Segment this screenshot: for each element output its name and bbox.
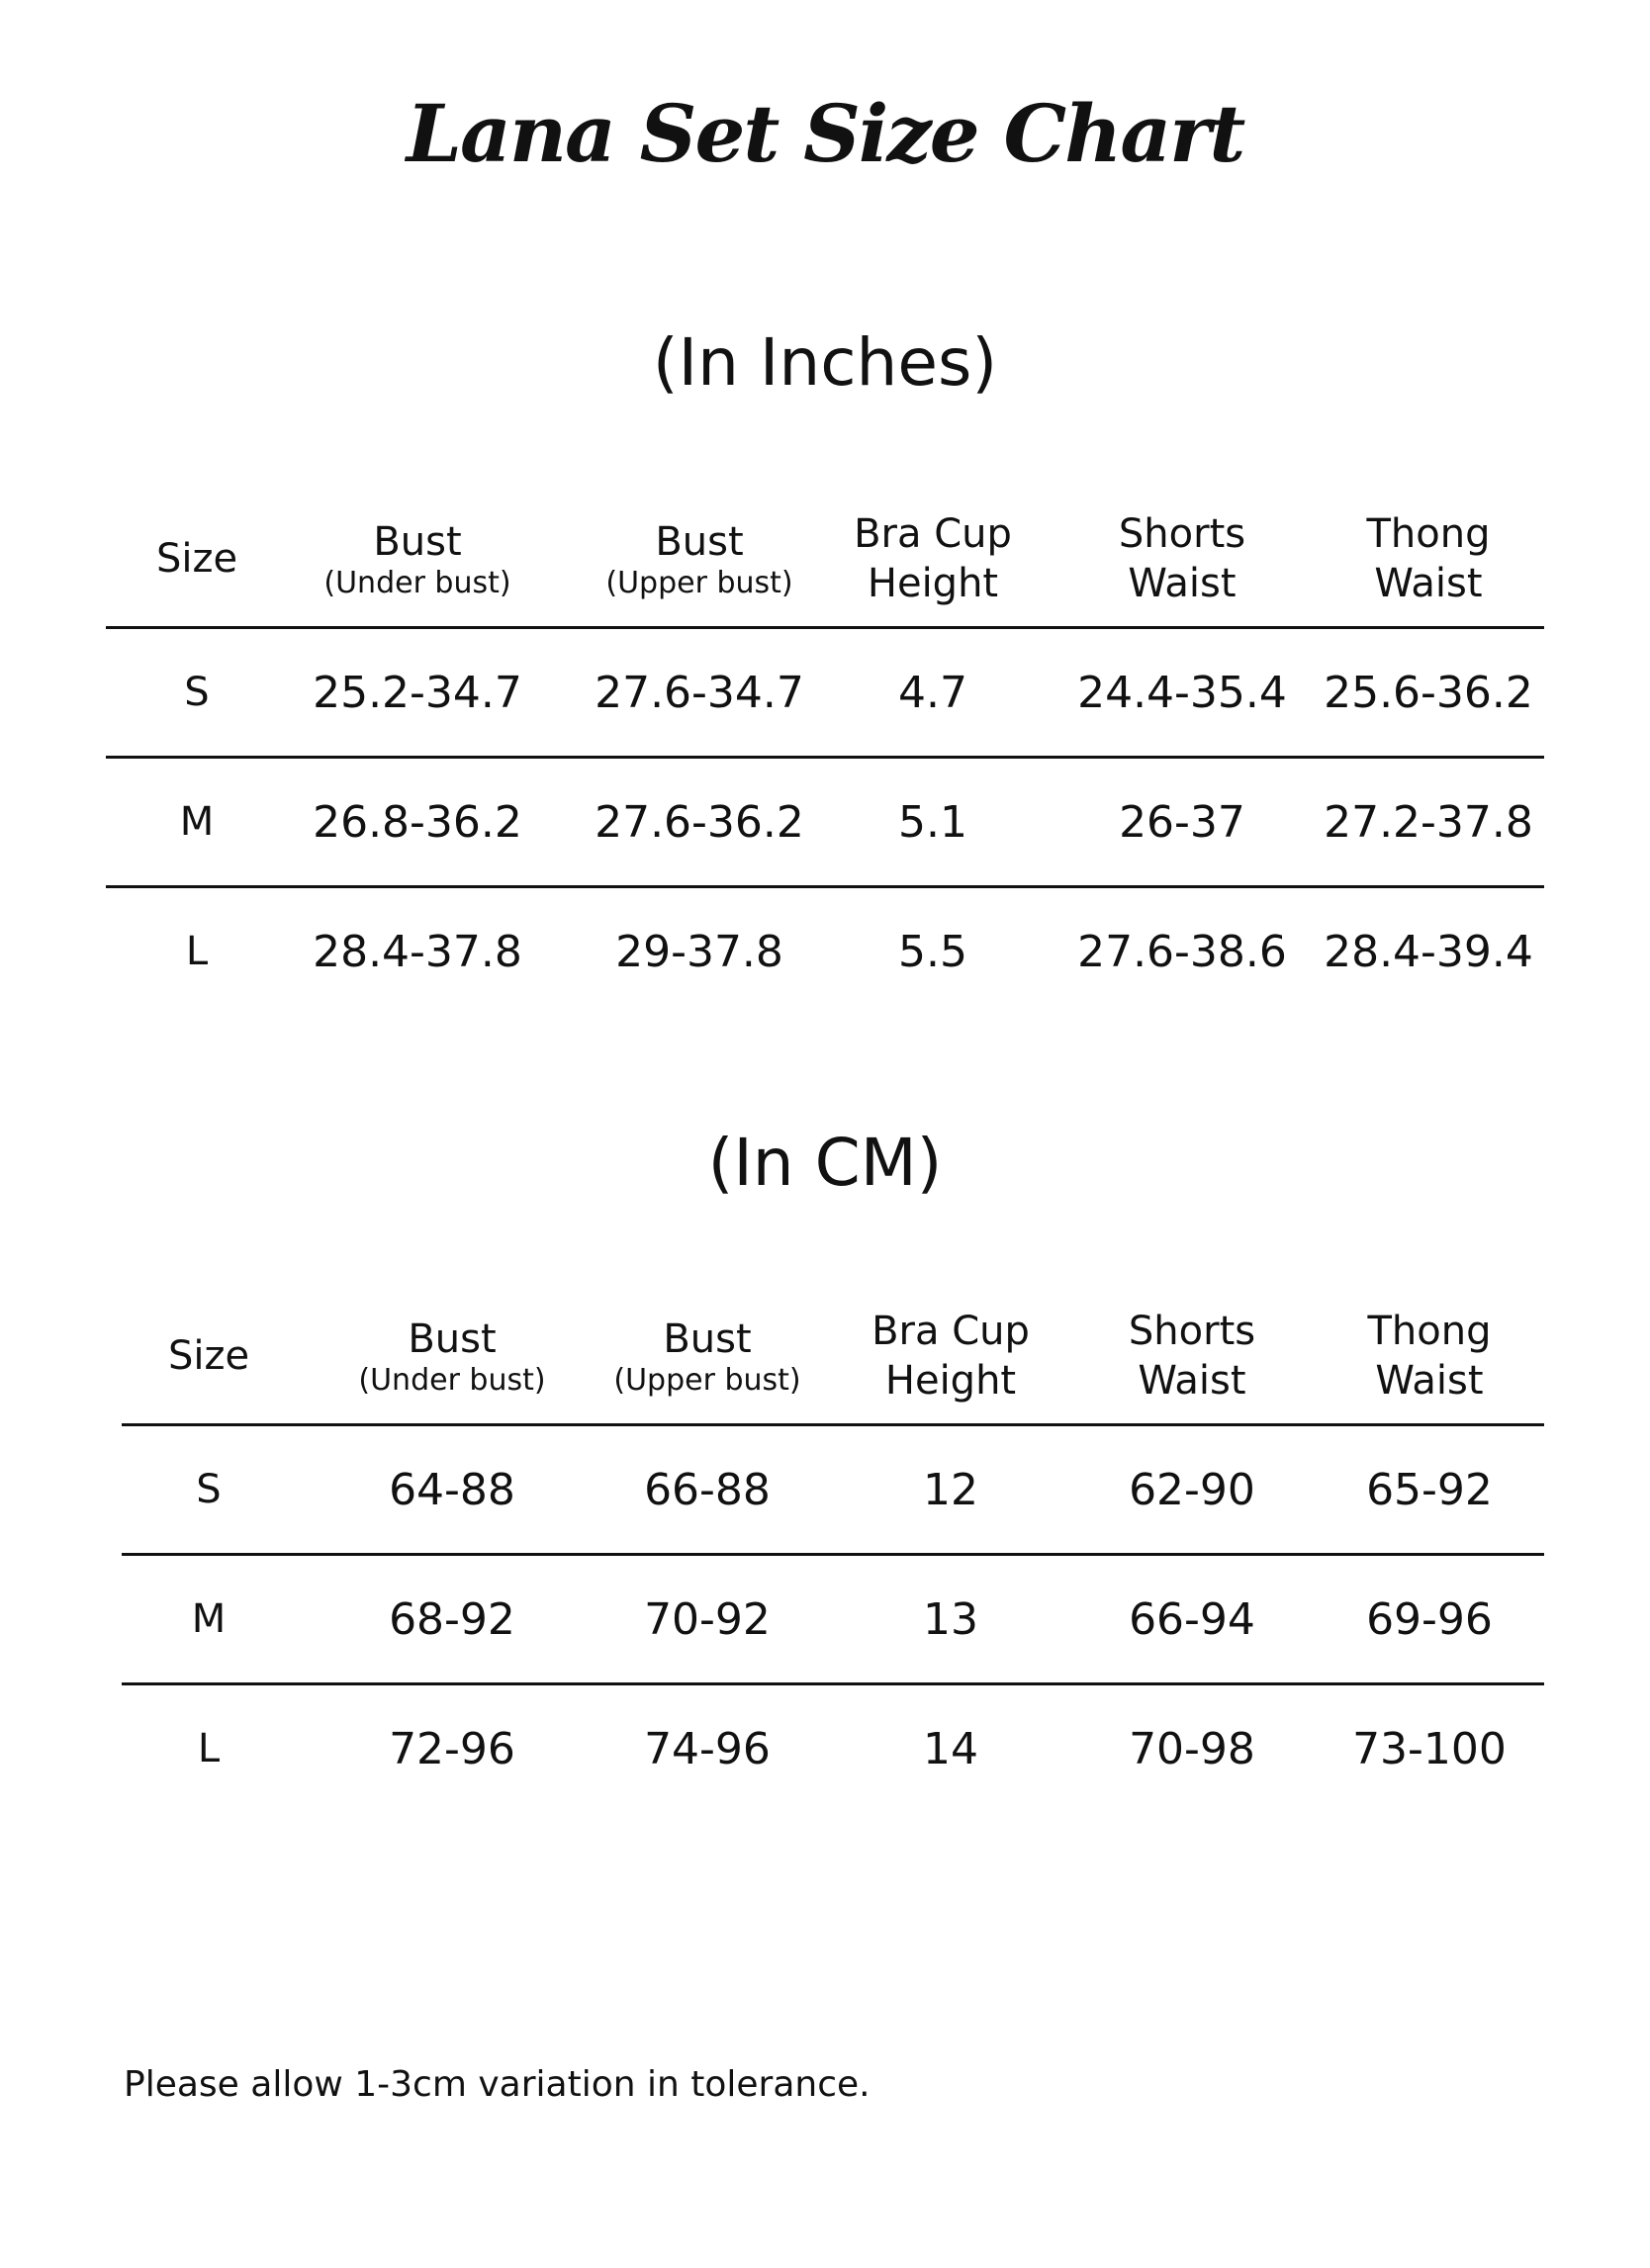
cell-thong-waist: 27.2-37.8 (1324, 796, 1533, 848)
column-header-size (85, 1289, 332, 1423)
section-heading-inches: (In Inches) (652, 324, 998, 401)
cell-thong-waist: 69-96 (1366, 1593, 1493, 1645)
column-header-label: Shorts Waist (1128, 1309, 1256, 1404)
column-header-sublabel: (Upper bust) (605, 566, 793, 600)
column-header-thong-waist (1305, 492, 1552, 626)
cell-shorts-waist: 26-37 (1119, 796, 1245, 848)
cell-bust-upper: 27.6-36.2 (595, 796, 804, 848)
column-header-label: Size (167, 1333, 250, 1379)
table-row (106, 629, 1544, 756)
cell-thong-waist: 73-100 (1352, 1723, 1507, 1774)
column-header-bra-cup-height (827, 1289, 1074, 1423)
column-header-bust-under (294, 492, 541, 626)
column-header-thong-waist (1306, 1289, 1553, 1423)
table-row (106, 759, 1544, 885)
cell-thong-waist: 65-92 (1366, 1464, 1493, 1515)
cell-size: L (197, 1726, 221, 1771)
cell-bust-under: 25.2-34.7 (313, 667, 522, 718)
column-header-label: Bra Cup Height (871, 1309, 1030, 1404)
cell-size: S (196, 1467, 222, 1512)
column-header-shorts-waist (1058, 492, 1306, 626)
table-header-row (106, 492, 1544, 626)
cell-bust-under: 68-92 (389, 1593, 515, 1645)
cell-bra-cup-height: 12 (923, 1464, 978, 1515)
column-header-label: Bust (663, 1316, 752, 1362)
cell-bra-cup-height: 5.5 (898, 926, 967, 977)
cell-bust-under: 26.8-36.2 (313, 796, 522, 848)
cell-bust-upper: 74-96 (644, 1723, 771, 1774)
column-header-size (73, 492, 321, 626)
cell-thong-waist: 28.4-39.4 (1324, 926, 1533, 977)
cell-shorts-waist: 66-94 (1129, 1593, 1255, 1645)
cell-bust-upper: 27.6-34.7 (595, 667, 804, 718)
cell-bust-under: 64-88 (389, 1464, 515, 1515)
column-header-label: Size (155, 536, 238, 582)
cell-bra-cup-height: 4.7 (898, 667, 967, 718)
cell-bra-cup-height: 5.1 (898, 796, 967, 848)
cell-shorts-waist: 70-98 (1129, 1723, 1255, 1774)
cell-bra-cup-height: 14 (923, 1723, 978, 1774)
column-header-label: Thong Waist (1367, 1309, 1492, 1404)
cell-thong-waist: 25.6-36.2 (1324, 667, 1533, 718)
column-header-sublabel: (Under bust) (323, 566, 511, 600)
column-header-sublabel: (Under bust) (358, 1363, 546, 1398)
chart-title: Lana Set Size Chart (406, 87, 1244, 180)
table-row (122, 1685, 1544, 1812)
tolerance-note: Please allow 1-3cm variation in tolerance. (124, 2064, 871, 2105)
cell-bust-under: 28.4-37.8 (313, 926, 522, 977)
table-header-row (122, 1289, 1544, 1423)
cell-shorts-waist: 62-90 (1129, 1464, 1255, 1515)
column-header-label: Bust (373, 519, 462, 565)
cell-shorts-waist: 24.4-35.4 (1077, 667, 1287, 718)
cell-size: L (185, 929, 209, 974)
column-header-label: Bust (408, 1316, 497, 1362)
column-header-label: Bra Cup Height (854, 511, 1012, 606)
column-header-label: Bust (655, 519, 744, 565)
cell-bust-upper: 66-88 (644, 1464, 771, 1515)
cell-size: M (191, 1596, 227, 1642)
cell-bust-upper: 29-37.8 (615, 926, 783, 977)
size-table-inches (106, 492, 1544, 1015)
table-row (106, 888, 1544, 1015)
column-header-label: Shorts Waist (1118, 511, 1246, 606)
cell-bust-under: 72-96 (389, 1723, 515, 1774)
column-header-bra-cup-height (809, 492, 1056, 626)
column-header-shorts-waist (1068, 1289, 1316, 1423)
size-table-cm (122, 1289, 1544, 1812)
cell-shorts-waist: 27.6-38.6 (1077, 926, 1287, 977)
column-header-sublabel: (Upper bust) (613, 1363, 801, 1398)
column-header-bust-under (328, 1289, 576, 1423)
column-header-bust-upper (584, 1289, 831, 1423)
cell-bra-cup-height: 13 (923, 1593, 978, 1645)
table-row (122, 1426, 1544, 1553)
table-row (122, 1556, 1544, 1682)
cell-bust-upper: 70-92 (644, 1593, 771, 1645)
column-header-label: Thong Waist (1366, 511, 1491, 606)
cell-size: M (179, 799, 215, 845)
section-heading-cm: (In CM) (707, 1125, 943, 1201)
cell-size: S (184, 670, 210, 715)
column-header-bust-upper (576, 492, 823, 626)
